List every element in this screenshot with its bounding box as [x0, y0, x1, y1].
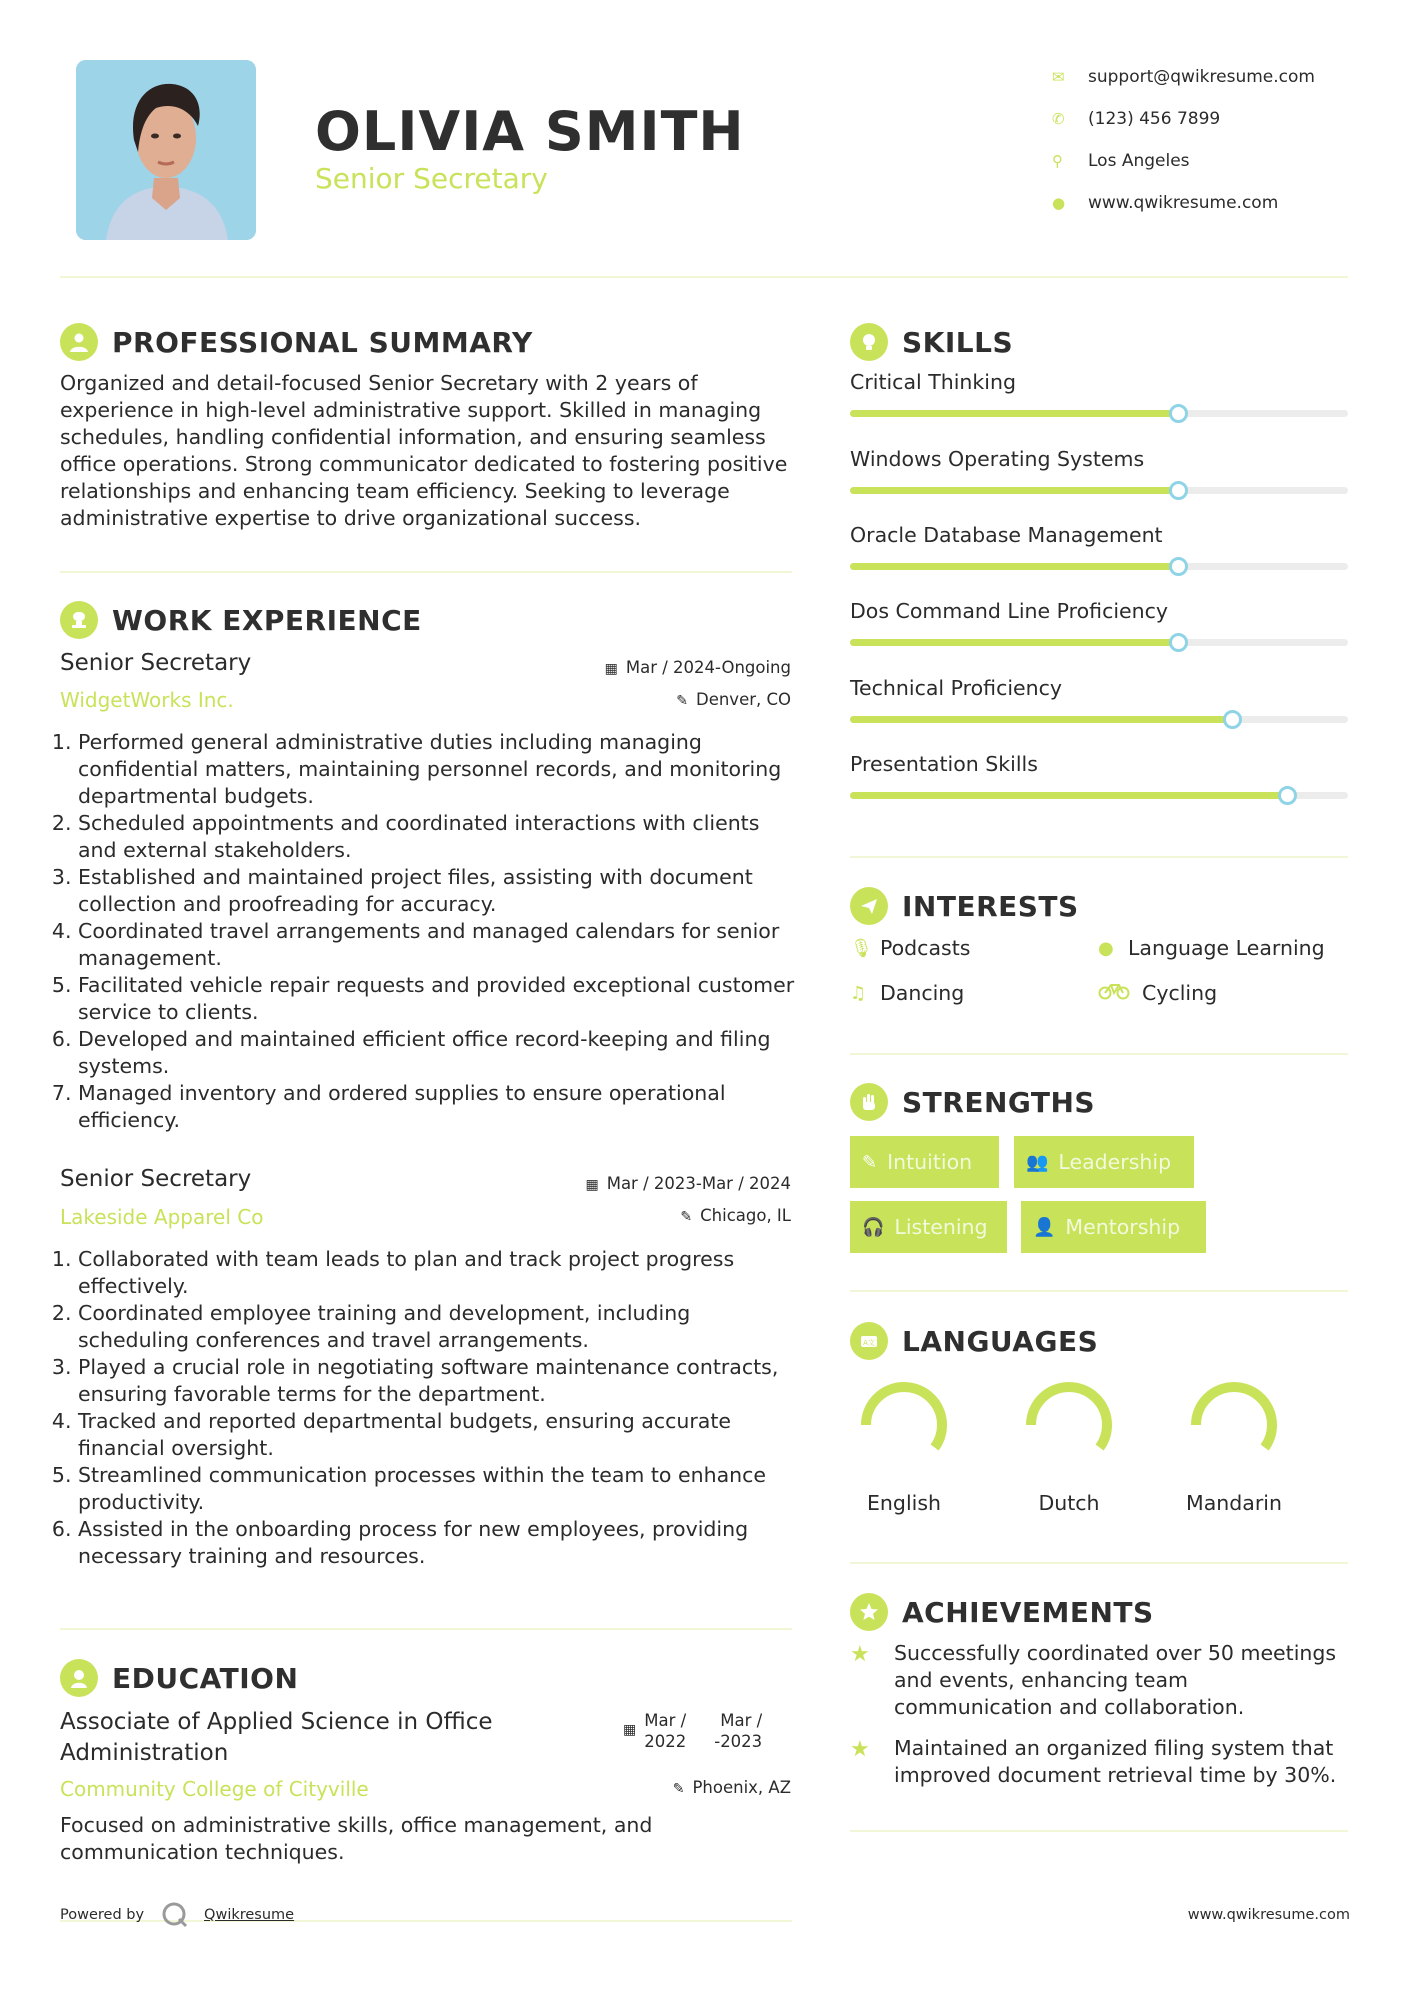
globe-icon: ●: [1052, 194, 1066, 212]
list-item: 3. Played a crucial role in negotiating software maintenance contracts, ensuring favorable terms for the department.: [78, 1354, 800, 1408]
skill-knob: [1278, 786, 1297, 805]
skill-bar-fill: [850, 410, 1179, 417]
qwikresume-logo-icon: [160, 1900, 190, 1930]
achievement-item: [850, 1640, 1350, 1721]
strength-chip: [850, 1201, 1007, 1253]
contact-email-text: support@qwikresume.com: [1088, 67, 1315, 87]
job-1-dates: [605, 658, 791, 677]
education-end-year: -2023: [714, 1732, 763, 1751]
interest-item: [850, 936, 970, 960]
user-plus-icon: 👤: [1033, 1216, 1056, 1238]
strength-label: Intuition: [887, 1150, 973, 1174]
summary-heading: [60, 323, 533, 361]
contact-phone[interactable]: [1052, 98, 1382, 140]
education-degree: [60, 1707, 493, 1769]
graduate-icon: [60, 1659, 98, 1697]
strength-label: Leadership: [1058, 1150, 1172, 1174]
header-divider: [60, 276, 1348, 278]
contact-website[interactable]: [1052, 182, 1382, 224]
job-1-company: WidgetWorks Inc.: [60, 688, 234, 712]
list-item: 6. Developed and maintained efficient office record-keeping and filing systems.: [78, 1026, 800, 1080]
job-1-location-text: Denver, CO: [695, 690, 791, 709]
interests-title: INTERESTS: [902, 889, 1079, 923]
interest-item: [1098, 936, 1325, 960]
footer-powered: [60, 1900, 294, 1930]
map-pin-icon: ⚲: [1052, 152, 1063, 170]
achievements-heading: [850, 1593, 1154, 1631]
list-item: 1. Performed general administrative duties including managing confidential matters, maintaining personnel records, and monitoring departmental budgets.: [78, 729, 800, 810]
pushpin-icon: ✎: [680, 1209, 693, 1225]
job-1-dates-text: Mar / 2024-Ongoing: [625, 658, 791, 677]
skill-label: Presentation Skills: [850, 752, 1038, 776]
experience-heading: [60, 601, 422, 639]
language-name: Mandarin: [1186, 1491, 1282, 1515]
strength-label: Mentorship: [1065, 1215, 1181, 1239]
job-2-location-text: Chicago, IL: [700, 1206, 791, 1225]
education-degree-line1: Associate of Applied Science in Office: [60, 1709, 493, 1735]
envelope-icon: ✉: [1052, 68, 1065, 86]
education-dates: [623, 1710, 762, 1752]
users-icon: 👥: [1026, 1151, 1049, 1173]
language-item: [829, 1377, 979, 1515]
pushpin-icon: ✎: [676, 693, 688, 709]
contact-website-text: www.qwikresume.com: [1088, 193, 1279, 213]
list-item: 1. Collaborated with team leads to plan and track project progress effectively.: [78, 1246, 800, 1300]
experience-divider: [60, 1628, 792, 1630]
skill-label: Technical Proficiency: [850, 676, 1063, 700]
bicycle-icon: [1098, 982, 1142, 1005]
phone-icon: ✆: [1052, 110, 1065, 128]
music-note-icon: ♫: [850, 982, 867, 1004]
strength-chip: [850, 1136, 999, 1188]
skills-title: SKILLS: [902, 325, 1014, 359]
calendar-icon: ▦: [604, 661, 618, 677]
job-2-dates-text: Mar / 2023-Mar / 2024: [606, 1174, 791, 1193]
list-item: 6. Assisted in the onboarding process for new employees, providing necessary training and resources.: [78, 1516, 800, 1570]
candidate-role: Senior Secretary: [315, 162, 548, 195]
skill-item: [850, 599, 1348, 646]
skill-knob: [1169, 404, 1188, 423]
summary-title: PROFESSIONAL SUMMARY: [112, 325, 533, 359]
interest-item: [850, 981, 964, 1005]
skill-knob: [1169, 481, 1188, 500]
summary-text: Organized and detail-focused Senior Secretary with 2 years of experience in high-level administrative support. Skilled in managing schedules, handling confidential information, and ensuring seamless office operations. Strong communicator dedicated to fostering positive relationships and enhancing team efficiency. Seeking to leverage administrative expertise to drive organizational success.: [60, 371, 788, 530]
skill-label: Critical Thinking: [850, 370, 1016, 394]
list-item: 2. Scheduled appointments and coordinated interactions with clients and external stakeholders.: [78, 810, 800, 864]
skill-bar-fill: [850, 563, 1179, 570]
strength-chip: [1014, 1136, 1194, 1188]
job-1-title: Senior Secretary: [60, 650, 252, 676]
list-item: 4. Tracked and reported departmental budgets, ensuring accurate financial oversight.: [78, 1408, 800, 1462]
microphone-icon: 🎙: [850, 937, 873, 959]
interest-label: Dancing: [880, 981, 965, 1005]
skill-label: Oracle Database Management: [850, 523, 1163, 547]
language-gauge: [1186, 1377, 1282, 1473]
skills-divider: [850, 856, 1348, 858]
powered-by-label: Powered by: [60, 1907, 145, 1923]
skill-bar-fill: [850, 792, 1288, 799]
pushpin-icon: ✎: [672, 1781, 685, 1797]
job-1-location: [676, 690, 791, 709]
avatar-icon: [76, 60, 256, 240]
skills-heading: [850, 323, 1013, 361]
contact-location: [1052, 140, 1382, 182]
summary-divider: [60, 571, 792, 573]
headphones-icon: 🎧: [862, 1216, 885, 1238]
strengths-title: STRENGTHS: [902, 1085, 1096, 1119]
education-end-month: Mar /: [720, 1711, 763, 1730]
language-name: Dutch: [1038, 1491, 1100, 1515]
skill-bar-fill: [850, 639, 1179, 646]
language-gauge: [1021, 1377, 1117, 1473]
briefcase-icon: [60, 601, 98, 639]
job-2-title: Senior Secretary: [60, 1166, 252, 1192]
qwikresume-link[interactable]: Qwikresume: [204, 1907, 295, 1923]
languages-title: LANGUAGES: [902, 1324, 1099, 1358]
star-icon: ★: [850, 1737, 870, 1762]
strengths-heading: [850, 1083, 1095, 1121]
list-item: 5. Streamlined communication processes within the team to enhance productivity.: [78, 1462, 800, 1516]
skill-knob: [1223, 710, 1242, 729]
achievements-divider: [850, 1830, 1348, 1832]
skill-track: [850, 487, 1348, 494]
experience-title: WORK EXPERIENCE: [112, 603, 422, 637]
language-gauge: [856, 1377, 952, 1473]
skill-label: Dos Command Line Proficiency: [850, 599, 1169, 623]
interest-label: Language Learning: [1128, 936, 1325, 960]
skill-track: [850, 563, 1348, 570]
education-school: Community College of Cityville: [60, 1777, 369, 1801]
paper-plane-icon: [850, 887, 888, 925]
job-2-bullets: [60, 1246, 800, 1570]
user-icon: [60, 323, 98, 361]
language-item: [994, 1377, 1144, 1515]
language-icon: [850, 1322, 888, 1360]
profile-photo: [76, 60, 256, 240]
skill-item: [850, 676, 1348, 723]
skill-item: [850, 370, 1348, 417]
contact-email[interactable]: [1052, 56, 1382, 98]
list-item: 7. Managed inventory and ordered supplies to ensure operational efficiency.: [78, 1080, 800, 1134]
interest-label: Podcasts: [880, 936, 971, 960]
achievements-title: ACHIEVEMENTS: [902, 1595, 1154, 1629]
interests-heading: [850, 887, 1079, 925]
skill-item: [850, 447, 1348, 494]
languages-divider: [850, 1562, 1348, 1564]
education-title: EDUCATION: [112, 1661, 299, 1695]
job-2-dates: [585, 1174, 791, 1193]
skill-label: Windows Operating Systems: [850, 447, 1145, 471]
magic-wand-icon: ✎: [862, 1151, 878, 1173]
skill-track: [850, 410, 1348, 417]
interest-label: Cycling: [1142, 981, 1218, 1005]
hand-icon: [850, 1083, 888, 1121]
education-start-year: 2022: [644, 1732, 687, 1751]
skill-track: [850, 639, 1348, 646]
language-item: [1159, 1377, 1309, 1515]
svg-text:A文: A文: [863, 1339, 875, 1347]
education-description: Focused on administrative skills, office management, and communication techniques.: [60, 1813, 653, 1864]
list-item: 2. Coordinated employee training and development, including scheduling conferences and travel arrangements.: [78, 1300, 800, 1354]
list-item: 3. Established and maintained project files, assisting with document collection and proofreading for accuracy.: [78, 864, 800, 918]
interests-divider: [850, 1053, 1348, 1055]
contact-block: [1052, 56, 1382, 224]
strength-chip: [1021, 1201, 1206, 1253]
achievement-text: Maintained an organized filing system that improved document retrieval time by 30%.: [894, 1736, 1337, 1787]
list-item: 5. Facilitated vehicle repair requests and provided exceptional customer service to clients.: [78, 972, 800, 1026]
education-location-text: Phoenix, AZ: [692, 1778, 791, 1797]
skill-knob: [1169, 557, 1188, 576]
skill-bar-fill: [850, 487, 1179, 494]
skill-bar-fill: [850, 716, 1233, 723]
footer-website[interactable]: www.qwikresume.com: [1187, 1907, 1350, 1923]
skill-item: [850, 523, 1348, 570]
calendar-icon: ▦: [623, 1722, 637, 1738]
interest-item: [1098, 981, 1217, 1005]
achievement-item: [850, 1735, 1350, 1789]
contact-location-text: Los Angeles: [1088, 151, 1190, 171]
candidate-name: OLIVIA SMITH: [315, 100, 745, 163]
education-degree-line2: Administration: [60, 1740, 229, 1766]
strength-label: Listening: [894, 1215, 988, 1239]
contact-phone-text: (123) 456 7899: [1088, 109, 1221, 129]
star-badge-icon: [850, 1593, 888, 1631]
skill-knob: [1169, 633, 1188, 652]
star-icon: ★: [850, 1642, 870, 1667]
education-start-month: Mar /: [644, 1711, 687, 1730]
list-item: 4. Coordinated travel arrangements and managed calendars for senior management.: [78, 918, 800, 972]
skill-track: [850, 716, 1348, 723]
education-location: [673, 1778, 791, 1797]
skill-track: [850, 792, 1348, 799]
calendar-icon: ▦: [585, 1177, 599, 1193]
lightbulb-icon: [850, 323, 888, 361]
achievement-text: Successfully coordinated over 50 meetings and events, enhancing team communication and collaboration.: [894, 1641, 1337, 1719]
strengths-divider: [850, 1290, 1348, 1292]
skill-item: [850, 752, 1348, 799]
job-2-company: Lakeside Apparel Co: [60, 1205, 264, 1229]
languages-heading: [850, 1322, 1098, 1360]
globe-icon: ●: [1098, 937, 1114, 959]
language-name: English: [866, 1491, 942, 1515]
job-1-bullets: [60, 729, 800, 1134]
education-heading: [60, 1659, 298, 1697]
job-2-location: [680, 1206, 791, 1225]
